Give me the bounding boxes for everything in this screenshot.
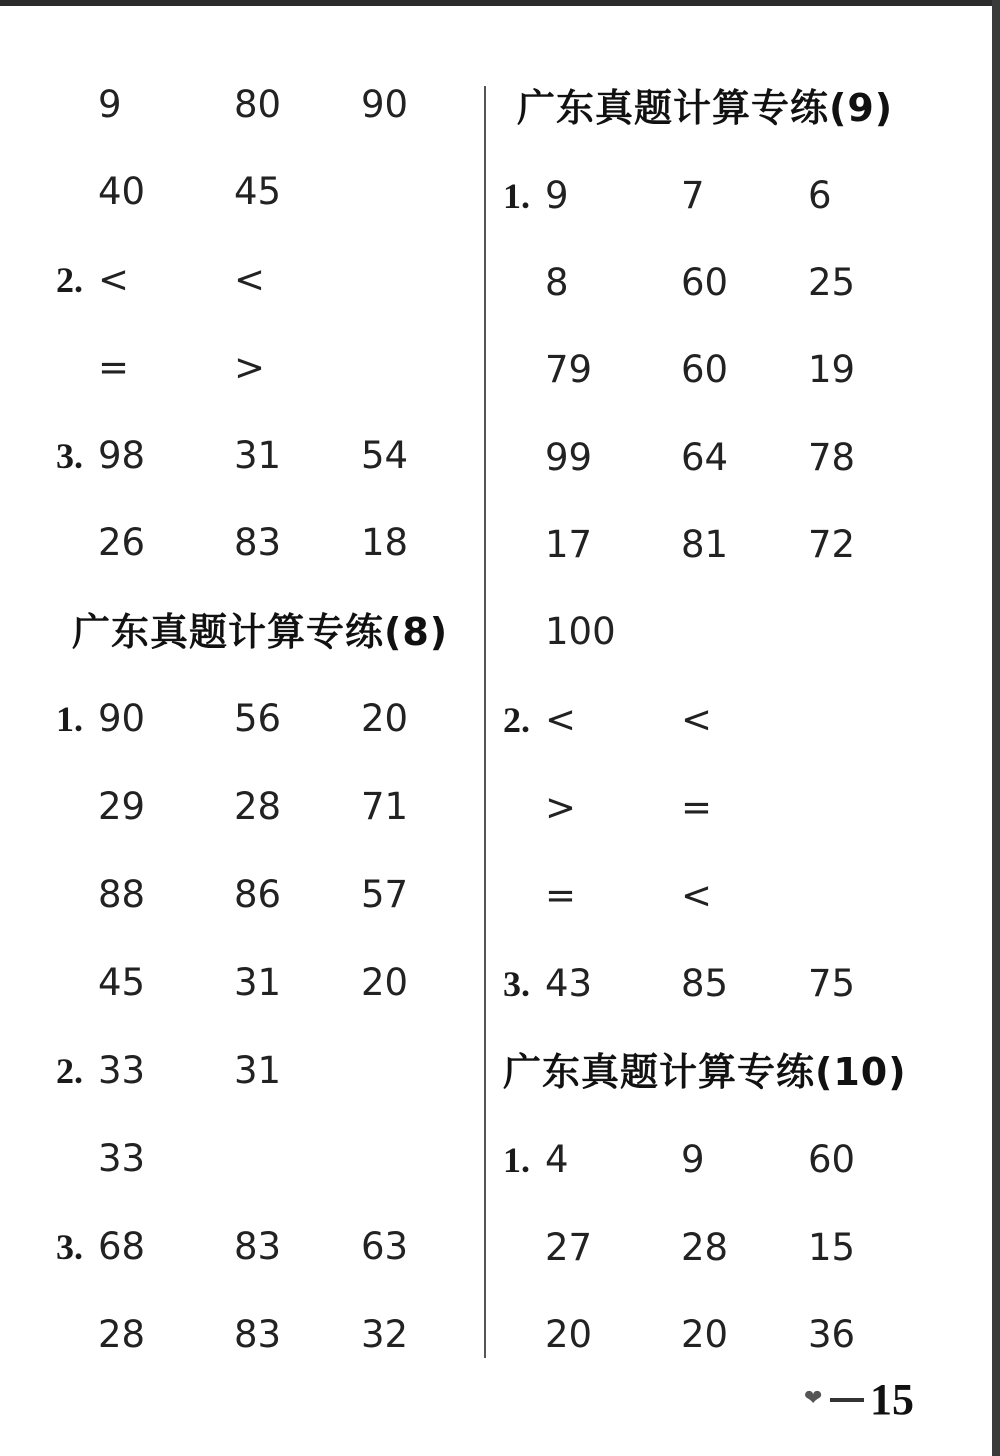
answer-cell: 88 <box>98 873 146 916</box>
answer-cell: 60 <box>681 348 729 391</box>
answer-cell: 26 <box>98 521 146 564</box>
answer-cell: 81 <box>681 523 729 566</box>
answer-cell: 71 <box>361 785 409 828</box>
answer-cell: 72 <box>808 523 856 566</box>
answer-cell: 45 <box>98 961 146 1004</box>
question-number: 2. <box>56 260 83 300</box>
answer-cell: 83 <box>234 521 282 564</box>
question-number: 3. <box>56 1227 83 1267</box>
question-number: 1. <box>503 176 530 216</box>
top-border <box>0 0 1000 6</box>
answer-cell: 36 <box>808 1313 856 1356</box>
answer-cell: = <box>98 346 130 389</box>
answer-cell: < <box>234 258 266 301</box>
answer-cell: 20 <box>361 961 409 1004</box>
answer-cell: 6 <box>808 174 832 217</box>
answer-cell: 43 <box>545 962 593 1005</box>
question-number: 2. <box>56 1051 83 1091</box>
answer-cell: > <box>545 786 577 829</box>
answer-cell: 33 <box>98 1137 146 1180</box>
question-number: 1. <box>503 1140 530 1180</box>
answer-cell: = <box>545 874 577 917</box>
answer-cell: > <box>234 346 266 389</box>
answer-cell: 80 <box>234 83 282 126</box>
answer-cell: 20 <box>681 1313 729 1356</box>
answer-cell: 99 <box>545 436 593 479</box>
page-number: 15 <box>870 1375 914 1424</box>
answer-cell: 75 <box>808 962 856 1005</box>
answer-cell: 57 <box>361 873 409 916</box>
right-border <box>992 0 1000 1456</box>
answer-cell: < <box>545 698 577 741</box>
answer-cell: 9 <box>545 174 569 217</box>
column-divider <box>484 86 486 1358</box>
answer-cell: 45 <box>234 170 282 213</box>
answer-cell: < <box>98 258 130 301</box>
heart-icon: ❤ <box>804 1386 823 1411</box>
answer-cell: < <box>681 698 713 741</box>
answer-cell: 15 <box>808 1226 856 1269</box>
answer-cell: 20 <box>545 1313 593 1356</box>
answer-cell: 85 <box>681 962 729 1005</box>
page-footer <box>800 1370 990 1430</box>
question-number: 3. <box>56 436 83 476</box>
answer-cell: 9 <box>681 1138 705 1181</box>
answer-cell: 31 <box>234 1049 282 1092</box>
answer-cell: 63 <box>361 1225 409 1268</box>
answer-cell: 29 <box>98 785 146 828</box>
answer-cell: = <box>681 786 713 829</box>
answer-cell: 54 <box>361 434 409 477</box>
answer-cell: 56 <box>234 697 282 740</box>
answer-cell: 90 <box>361 83 409 126</box>
answer-cell: 31 <box>234 434 282 477</box>
answer-cell: 60 <box>681 261 729 304</box>
answer-cell: 18 <box>361 521 409 564</box>
section-title: 广东真题计算专练(9) <box>517 86 894 130</box>
answer-cell: 4 <box>545 1138 569 1181</box>
answer-cell: 28 <box>98 1313 146 1356</box>
answer-cell: 90 <box>98 697 146 740</box>
question-number: 3. <box>503 964 530 1004</box>
answer-cell: < <box>681 874 713 917</box>
answer-cell: 19 <box>808 348 856 391</box>
answer-cell: 60 <box>808 1138 856 1181</box>
answer-cell: 78 <box>808 436 856 479</box>
section-title: 广东真题计算专练(8) <box>72 610 449 654</box>
answer-cell: 86 <box>234 873 282 916</box>
answer-cell: 28 <box>234 785 282 828</box>
answer-cell: 8 <box>545 261 569 304</box>
answer-cell: 32 <box>361 1313 409 1356</box>
answer-cell: 31 <box>234 961 282 1004</box>
answer-cell: 79 <box>545 348 593 391</box>
answer-cell: 98 <box>98 434 146 477</box>
question-number: 1. <box>56 699 83 739</box>
footer-dash <box>830 1398 864 1402</box>
answer-cell: 83 <box>234 1225 282 1268</box>
question-number: 2. <box>503 700 530 740</box>
answer-cell: 33 <box>98 1049 146 1092</box>
answer-cell: 64 <box>681 436 729 479</box>
answer-cell: 17 <box>545 523 593 566</box>
answer-cell: 68 <box>98 1225 146 1268</box>
answer-cell: 27 <box>545 1226 593 1269</box>
answer-cell: 40 <box>98 170 146 213</box>
answer-cell: 28 <box>681 1226 729 1269</box>
section-title: 广东真题计算专练(10) <box>503 1050 907 1094</box>
answer-cell: 20 <box>361 697 409 740</box>
answer-cell: 9 <box>98 83 122 126</box>
answer-cell: 25 <box>808 261 856 304</box>
answer-cell: 100 <box>545 610 616 653</box>
answer-cell: 7 <box>681 174 705 217</box>
answer-cell: 83 <box>234 1313 282 1356</box>
